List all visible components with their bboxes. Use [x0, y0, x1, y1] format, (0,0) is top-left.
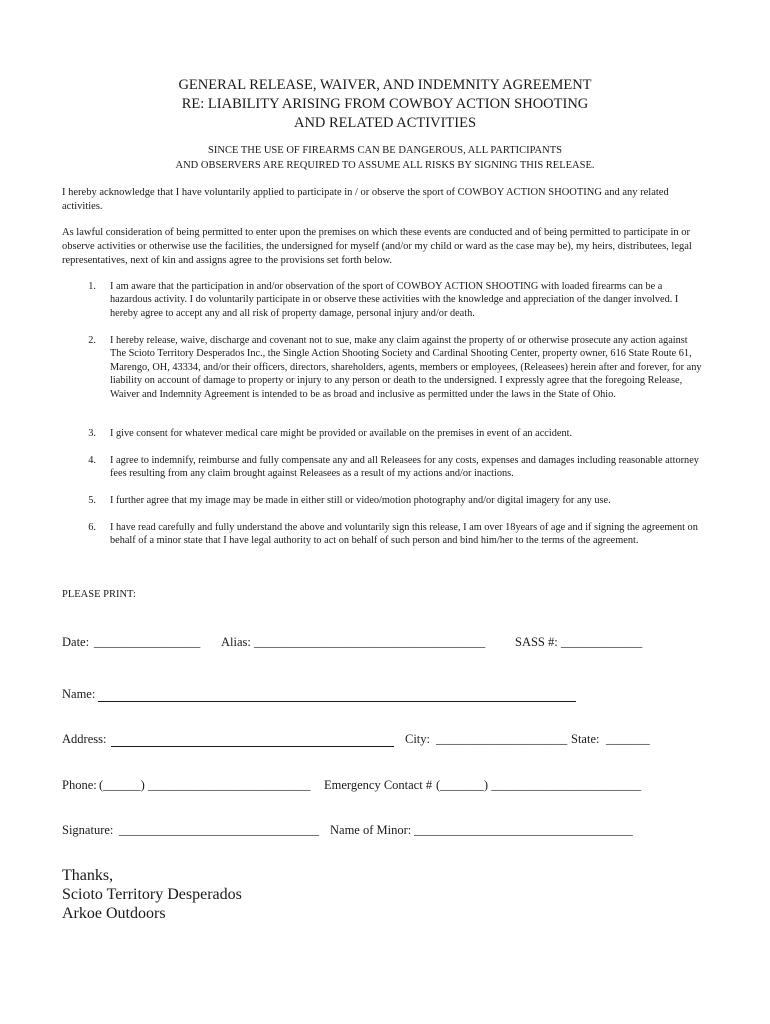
name-label: Name: [62, 687, 96, 701]
please-print-label: PLEASE PRINT: [62, 589, 136, 600]
notice-line-1: SINCE THE USE OF FIREARMS CAN BE DANGEROUS, ALL PARTICIPANTS [208, 145, 562, 156]
risk-notice [0, 143, 770, 173]
sass-field[interactable]: _____________ [561, 635, 643, 649]
city-field[interactable]: _____________________ [436, 732, 568, 746]
emergency-contact-label: Emergency Contact # [324, 778, 433, 792]
name-field[interactable] [98, 701, 576, 702]
intro-paragraph: I hereby acknowledge that I have voluntarily applied to participate in / or observe the sport of COWBOY ACTION SHOOTING and any related activities. [62, 187, 669, 212]
city-label: City: [405, 732, 431, 746]
state-label: State: [571, 732, 600, 746]
signature-field[interactable]: ________________________________ [119, 823, 319, 837]
provision-text: I am aware that the participation in and/or observation of the sport of COWBOY ACTION SHOOTING with loaded firearms can be a hazardous activity. I do voluntarily participate in or observe these activities with the knowledge and appreciation of the danger involved. I hereby agree to accept any and all risk of property damage, personal injury and/or death. [110, 281, 679, 319]
notice-line-2: AND OBSERVERS ARE REQUIRED TO ASSUME ALL RISKS BY SIGNING THIS RELEASE. [175, 160, 595, 171]
provision-text: I hereby release, waive, discharge and covenant not to sue, make any claim against the property of or otherwise prosecute any action against The Scioto Territory Desperados Inc., the Single Action Shooting Society and Cardinal Shooting Center, property owner, 616 State Route 61, Marengo, OH, 43334, and/or their officers, directors, shareholders, agents, members or employees, (Releasees) herein after and forever, for any liability on account of damage to property or injury to any person or death to the undersigned. I expressly agree that the foregoing Release, Waiver and Indemnity Agreement is intended to be as broad and inclusive as permitted under the laws in the State of Ohio. [110, 335, 702, 400]
provision-number: 5. [88, 495, 96, 506]
title-line-3: AND RELATED ACTIVITIES [293, 115, 477, 131]
phone-field[interactable]: (______) __________________________ [99, 778, 311, 792]
address-field[interactable] [111, 746, 394, 747]
closing-org-1: Scioto Territory Desperados [62, 886, 242, 903]
provision-number: 3. [88, 428, 96, 439]
alias-field[interactable]: _____________________________________ [254, 635, 486, 649]
document-title [0, 76, 770, 133]
closing-thanks: Thanks, [62, 867, 114, 884]
closing-org-2: Arkoe Outdoors [62, 905, 166, 922]
alias-label: Alias: [221, 635, 251, 649]
provision-number: 4. [88, 455, 96, 466]
closing-signoff [62, 866, 242, 923]
provision-text: I have read carefully and fully understand the above and voluntarily sign this release, I am over 18years of age and if signing the agreement on behalf of a minor state that I have legal authority to act on behalf of such person and bind him/her to the terms of the agreement. [110, 522, 698, 547]
date-field[interactable]: _________________ [94, 635, 201, 649]
provision-number: 6. [88, 522, 96, 533]
consideration-paragraph: As lawful consideration of being permitted to enter upon the premises on which these events are conducted and of being permitted to participate in or observe activities or otherwise use the facilities, the undersigned for myself (and/or my child or ward as the case may be), my heirs, distributees, legal representatives, next of kin and assigns agree to the provisions set forth below. [62, 227, 692, 266]
provision-text: I give consent for whatever medical care might be provided or available on the premises in event of an accident. [110, 428, 573, 439]
provision-number: 2. [88, 335, 96, 346]
title-line-1: GENERAL RELEASE, WAIVER, AND INDEMNITY AGREEMENT [178, 77, 592, 93]
date-label: Date: [62, 635, 90, 649]
sass-label: SASS #: [515, 635, 558, 649]
title-line-2: RE: LIABILITY ARISING FROM COWBOY ACTION SHOOTING [181, 96, 589, 112]
provision-number: 1. [88, 281, 96, 292]
minor-name-field[interactable]: ___________________________________ [414, 823, 633, 837]
phone-label: Phone: [62, 778, 97, 792]
signature-label: Signature: [62, 823, 114, 837]
address-label: Address: [62, 732, 107, 746]
emergency-contact-field[interactable]: (_______) ________________________ [436, 778, 642, 792]
minor-name-label: Name of Minor: [330, 823, 412, 837]
state-field[interactable]: _______ [606, 732, 650, 746]
provision-text: I further agree that my image may be made in either still or video/motion photography and/or digital imagery for any use. [110, 495, 611, 506]
provision-text: I agree to indemnify, reimburse and fully compensate any and all Releasees for any costs, expenses and damages including reasonable attorney fees resulting from any claim brought against Releasees as a result of my actions and/or inactions. [110, 455, 699, 480]
